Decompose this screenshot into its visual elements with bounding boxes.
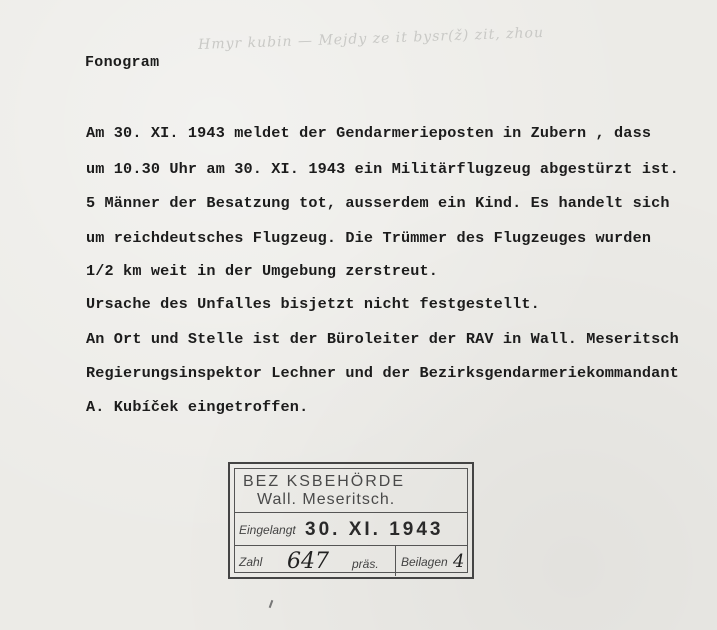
body-line: An Ort und Stelle ist der Büroleiter der RAV in Wall. Meseritsch: [86, 330, 679, 348]
body-line: 5 Männer der Besatzung tot, ausserdem ein Kind. Es handelt sich: [86, 194, 670, 212]
body-line: A. Kubíček eingetroffen.: [86, 398, 309, 416]
pencil-annotation: Hmyr kubin — Mejdy ze it bysr(ž) zit, zhou: [197, 24, 545, 53]
stamp-zahl-value: 647: [287, 549, 329, 574]
stamp-location-line: Wall. Meseritsch.: [257, 491, 396, 508]
stamp-divider: [235, 512, 467, 513]
body-line: Ursache des Unfalles bisjetzt nicht festgestellt.: [86, 295, 540, 313]
stamp-beilagen-value: 4: [453, 551, 465, 572]
stamp-eingelangt-label: Eingelangt: [239, 523, 296, 537]
body-line: 1/2 km weit in der Umgebung zerstreut.: [86, 262, 439, 280]
stamp-received-date: 30. XI. 1943: [305, 519, 444, 540]
body-line: Regierungsinspektor Lechner und der Bezirksgendarmeriekommandant: [86, 364, 679, 382]
stamp-praes-label: präs.: [352, 557, 379, 571]
document-heading: Fonogram: [85, 54, 160, 71]
body-line: Am 30. XI. 1943 meldet der Gendarmerieposten in Zubern , dass: [86, 124, 652, 142]
stamp-divider: [235, 545, 467, 546]
stamp-zahl-label: Zahl: [239, 555, 263, 569]
stamp-divider: [395, 545, 396, 576]
receipt-stamp: [228, 462, 474, 579]
body-line: um 10.30 Uhr am 30. XI. 1943 ein Militärflugzeug abgestürzt ist.: [86, 160, 679, 178]
stamp-authority-line: BEZ KSBEHÖRDE: [243, 473, 406, 490]
stamp-frame: [234, 468, 468, 573]
body-line: um reichdeutsches Flugzeug. Die Trümmer des Flugzeuges wurden: [86, 229, 652, 247]
paper-mark: [269, 600, 274, 608]
stamp-beilagen-label: Beilagen: [401, 555, 448, 569]
